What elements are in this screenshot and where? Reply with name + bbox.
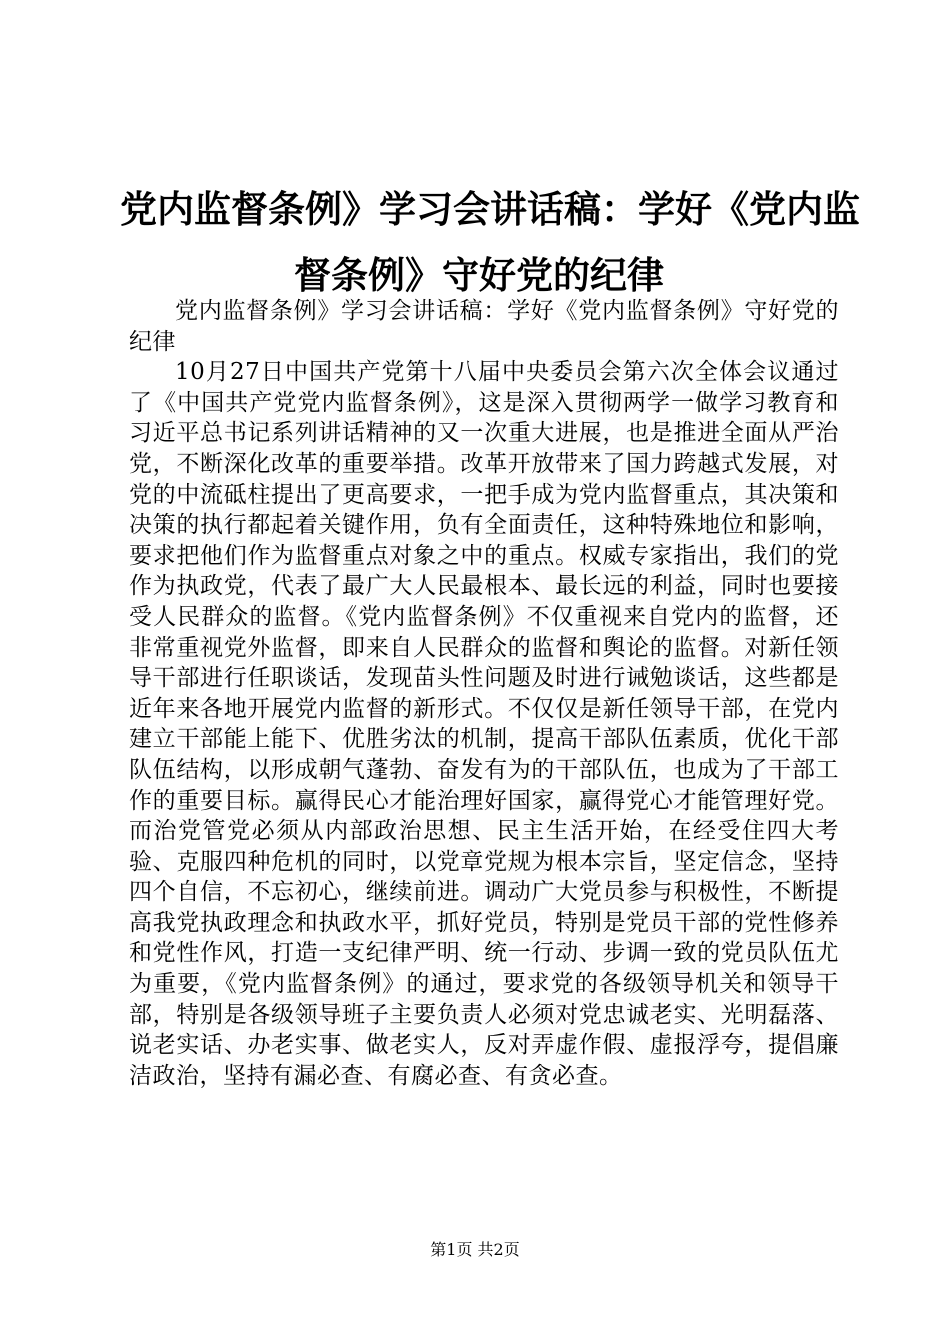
page-number: 第1页 共2页 bbox=[430, 1240, 520, 1259]
subtitle-paragraph: 党内监督条例》学习会讲话稿：学好《党内监督条例》守好党的纪律 bbox=[129, 298, 839, 355]
document-body bbox=[129, 296, 839, 1091]
page-footer bbox=[0, 1240, 950, 1260]
body-paragraph: 10月27日中国共产党第十八届中央委员会第六次全体会议通过了《中国共产党党内监督条例》，这是深入贯彻两学一做学习教育和习近平总书记系列讲话精神的又一次重大进展，也是推进全面从严治党，不断深化改革的重要举措。改革开放带来了国力跨越式发展，对党的中流砥柱提出了更高要求，一把手成为党内监督重点，其决策和决策的执行都起着关键作用，负有全面责任，这种特殊地位和影响，要求把他们作为监督重点对象之中的重点。权威专家指出，我们的党作为执政党，代表了最广大人民最根本、最长远的利益，同时也要接受人民群众的监督。《党内监督条例》不仅重视来自党内的监督，还非常重视党外监督，即来自人民群众的监督和舆论的监督。对新任领导干部进行任职谈话，发现苗头性问题及时进行诫勉谈话，这些都是近年来各地开展党内监督的新形式。不仅仅是新任领导干部，在党内建立干部能上能下、优胜劣汰的机制，提高干部队伍素质，优化干部队伍结构，以形成朝气蓬勃、奋发有为的干部队伍，也成为了干部工作的重要目标。赢得民心才能治理好国家，赢得党心才能管理好党。而治党管党必须从内部政治思想、民主生活开始，在经受住四大考验、克服四种危机的同时，以党章党规为根本宗旨，坚定信念，坚持四个自信，不忘初心，继续前进。调动广大党员参与积极性，不断提高我党执政理念和执政水平，抓好党员，特别是党员干部的党性修养和党性作风，打造一支纪律严明、统一行动、步调一致的党员队伍尤为重要，《党内监督条例》的通过，要求党的各级领导机关和领导干部，特别是各级领导班子主要负责人必须对党忠诚老实、光明磊落、说老实话、办老实事、做老实人，反对弄虚作假、虚报浮夸，提倡廉洁政治，坚持有漏必查、有腐必查、有贪必查。 bbox=[129, 359, 839, 1089]
title-line-2: 督条例》守好党的纪律 bbox=[294, 253, 664, 297]
document-title bbox=[120, 176, 860, 308]
title-line-1: 党内监督条例》学习会讲话稿：学好《党内监 bbox=[120, 187, 860, 231]
